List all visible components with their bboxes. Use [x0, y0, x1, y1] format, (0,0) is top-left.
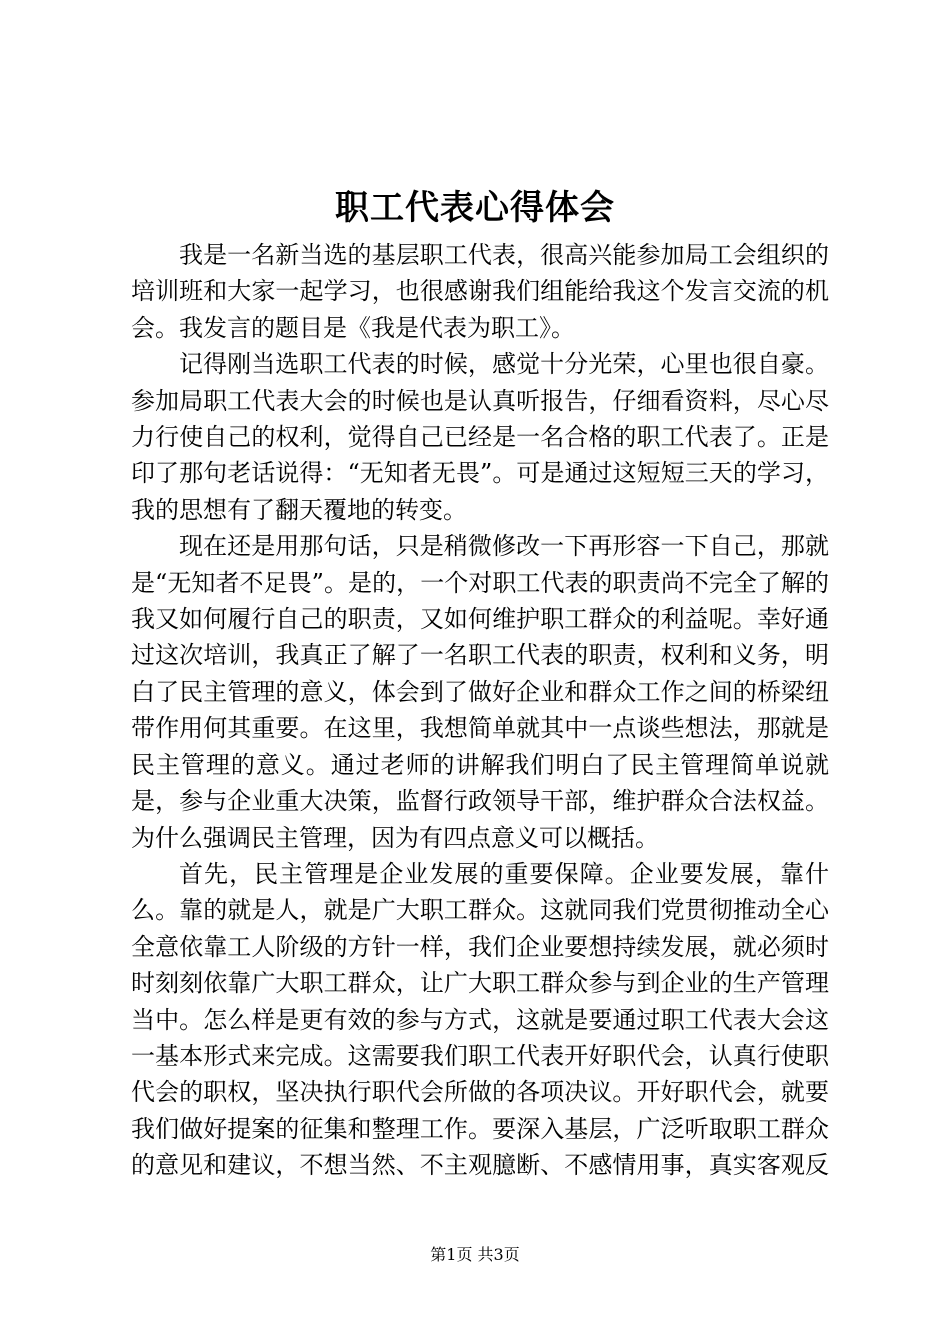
page-footer: [0, 1243, 950, 1267]
document-body: [131, 237, 829, 1187]
paragraph-3: 现在还是用那句话，只是稍微修改一下再形容一下自己，那就是“无知者不足畏”。是的，一个对职工代表的职责尚不完全了解的我又如何履行自己的职责，又如何维护职工群众的利益呢。幸好通过这次培训，我真正了解了一名职工代表的职责，权利和义务，明白了民主管理的意义，体会到了做好企业和群众工作之间的桥梁纽带作用何其重要。在这里，我想简单就其中一点谈些想法，那就是民主管理的意义。通过老师的讲解我们明白了民主管理简单说就是，参与企业重大决策，监督行政领导干部，维护群众合法权益。为什么强调民主管理，因为有四点意义可以概括。: [131, 532, 829, 852]
paragraph-4: 首先，民主管理是企业发展的重要保障。企业要发展，靠什么。靠的就是人，就是广大职工群众。这就同我们党贯彻推动全心全意依靠工人阶级的方针一样，我们企业要想持续发展，就必须时时刻刻依靠广大职工群众，让广大职工群众参与到企业的生产管理当中。怎么样是更有效的参与方式，这就是要通过职工代表大会这一基本形式来完成。这需要我们职工代表开好职代会，认真行使职代会的职权，坚决执行职代会所做的各项决议。开好职代会，就要我们做好提案的征集和整理工作。要深入基层，广泛听取职工群众的意见和建议，不想当然、不主观臆断、不感情用事，真实客观反: [131, 859, 829, 1180]
document-title: 职工代表心得体会: [335, 188, 615, 228]
paragraph-2: 记得刚当选职工代表的时候，感觉十分光荣，心里也很自豪。参加局职工代表大会的时候也是认真听报告，仔细看资料，尽心尽力行使自己的权利，觉得自己已经是一名合格的职工代表了。正是印了那句老话说得：“无知者无畏”。可是通过这短短三天的学习，我的思想有了翻天覆地的转变。: [131, 350, 829, 524]
page-indicator: 第1页 共3页: [430, 1245, 520, 1264]
paragraph-1: 我是一名新当选的基层职工代表，很高兴能参加局工会组织的培训班和大家一起学习，也很感谢我们组能给我这个发言交流的机会。我发言的题目是《我是代表为职工》。: [131, 241, 829, 342]
